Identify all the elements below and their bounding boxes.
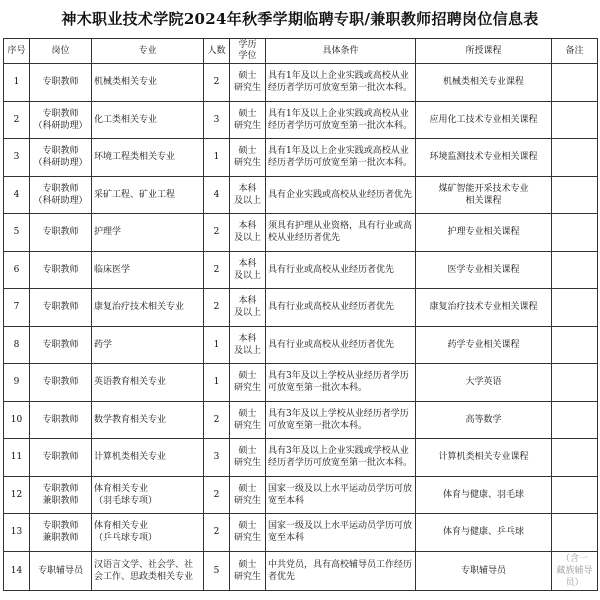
cell-count: 2 [204,251,230,289]
cell-degree: 硕士 研究生 [230,101,266,139]
cell-post: 专职教师 [30,326,92,364]
cell-course: 计算机类相关专业课程 [416,439,552,477]
table-row [4,476,598,514]
cell-conditions: 具有3年及以上企业实践或学校从业经历者学历可放宽至第一批次本科。 [266,439,416,477]
cell-index: 5 [4,214,30,252]
recruitment-table [3,38,598,591]
header-index: 序号 [4,39,30,64]
cell-post: 专职教师 [30,439,92,477]
cell-course: 专职辅导员 [416,551,552,590]
cell-post: 专职教师 [30,214,92,252]
cell-degree: 硕士 研究生 [230,364,266,402]
cell-note [552,64,598,102]
cell-post: 专职教师 （科研助理） [30,139,92,177]
header-notes: 备注 [552,39,598,64]
cell-course: 体育与健康、羽毛球 [416,476,552,514]
cell-degree: 本科 及以上 [230,326,266,364]
cell-count: 1 [204,139,230,177]
cell-count: 4 [204,176,230,214]
cell-index: 13 [4,514,30,552]
cell-index: 10 [4,401,30,439]
table-row [4,64,598,102]
cell-count: 2 [204,514,230,552]
cell-count: 3 [204,101,230,139]
cell-degree: 硕士 研究生 [230,514,266,552]
page-title: 神木职业技术学院2024年秋季学期临聘专职/兼职教师招聘岗位信息表 [61,10,539,28]
cell-course: 体育与健康、乒乓球 [416,514,552,552]
table-body [4,64,598,591]
cell-course: 康复治疗技术专业相关课程 [416,289,552,327]
cell-degree: 硕士 研究生 [230,401,266,439]
cell-degree: 硕士 研究生 [230,439,266,477]
header-courses: 所授课程 [416,39,552,64]
cell-course: 大学英语 [416,364,552,402]
cell-index: 7 [4,289,30,327]
cell-course: 高等数学 [416,401,552,439]
table-row [4,514,598,552]
cell-index: 1 [4,64,30,102]
cell-conditions: 中共党员，具有高校辅导员工作经历者优先 [266,551,416,590]
cell-note: （含一 藏族辅导 员） [552,551,598,590]
cell-conditions: 具有3年及以上学校从业经历者学历可放宽至第一批次本科。 [266,401,416,439]
cell-note [552,251,598,289]
table-row [4,326,598,364]
cell-post: 专职教师 [30,251,92,289]
cell-conditions: 国家一级及以上水平运动员学历可放宽至本科 [266,476,416,514]
cell-index: 2 [4,101,30,139]
cell-post: 专职教师 [30,401,92,439]
header-conditions: 具体条件 [266,39,416,64]
cell-major: 数学教育相关专业 [92,401,204,439]
table-row [4,214,598,252]
cell-count: 5 [204,551,230,590]
cell-major: 药学 [92,326,204,364]
table-row [4,401,598,439]
cell-post: 专职辅导员 [30,551,92,590]
cell-note [552,289,598,327]
header-post: 岗位 [30,39,92,64]
cell-note [552,326,598,364]
cell-conditions: 须具有护理从业资格，具有行业或高校从业经历者优先 [266,214,416,252]
cell-index: 11 [4,439,30,477]
cell-index: 9 [4,364,30,402]
cell-post: 专职教师 （科研助理） [30,176,92,214]
cell-count: 2 [204,289,230,327]
header-count: 人数 [204,39,230,64]
cell-degree: 本科 及以上 [230,289,266,327]
cell-note [552,364,598,402]
table-row [4,139,598,177]
cell-major: 临床医学 [92,251,204,289]
cell-course: 护理专业相关课程 [416,214,552,252]
cell-post: 专职教师 兼职教师 [30,514,92,552]
table-header-row [4,39,598,64]
table-row [4,176,598,214]
cell-major: 英语教育相关专业 [92,364,204,402]
table-row [4,364,598,402]
cell-note [552,139,598,177]
cell-conditions: 具有1年及以上企业实践或高校从业经历者学历可放宽至第一批次本科。 [266,101,416,139]
cell-count: 2 [204,401,230,439]
cell-course: 环境监测技术专业相关课程 [416,139,552,177]
cell-conditions: 具有行业或高校从业经历者优先 [266,326,416,364]
cell-post: 专职教师 兼职教师 [30,476,92,514]
cell-count: 1 [204,364,230,402]
cell-conditions: 具有企业实践或高校从业经历者优先 [266,176,416,214]
cell-count: 2 [204,64,230,102]
cell-index: 8 [4,326,30,364]
cell-degree: 硕士 研究生 [230,476,266,514]
table-row [4,251,598,289]
cell-count: 2 [204,476,230,514]
cell-index: 3 [4,139,30,177]
table-row [4,289,598,327]
cell-degree: 硕士 研究生 [230,139,266,177]
cell-major: 化工类相关专业 [92,101,204,139]
cell-major: 机械类相关专业 [92,64,204,102]
cell-index: 6 [4,251,30,289]
cell-conditions: 国家一级及以上水平运动员学历可放宽至本科 [266,514,416,552]
table-row [4,101,598,139]
cell-conditions: 具有1年及以上企业实践或高校从业经历者学历可放宽至第一批次本科。 [266,139,416,177]
header-degree: 学历 学位 [230,39,266,64]
table-row [4,551,598,590]
cell-index: 4 [4,176,30,214]
cell-count: 2 [204,214,230,252]
cell-major: 体育相关专业 （羽毛球专项） [92,476,204,514]
cell-major: 采矿工程、矿业工程 [92,176,204,214]
cell-major: 环境工程类相关专业 [92,139,204,177]
cell-degree: 硕士 研究生 [230,64,266,102]
cell-post: 专职教师 [30,64,92,102]
cell-post: 专职教师 [30,289,92,327]
cell-count: 1 [204,326,230,364]
header-major: 专业 [92,39,204,64]
cell-note [552,101,598,139]
cell-note [552,176,598,214]
table-row [4,439,598,477]
cell-index: 14 [4,551,30,590]
cell-note [552,439,598,477]
cell-conditions: 具有1年及以上企业实践或高校从业经历者学历可放宽至第一批次本科。 [266,64,416,102]
cell-course: 机械类相关专业课程 [416,64,552,102]
cell-course: 煤矿智能开采技术专业 相关课程 [416,176,552,214]
cell-post: 专职教师 （科研助理） [30,101,92,139]
cell-major: 护理学 [92,214,204,252]
cell-major: 康复治疗技术相关专业 [92,289,204,327]
cell-note [552,476,598,514]
cell-note [552,401,598,439]
cell-course: 药学专业相关课程 [416,326,552,364]
cell-degree: 本科 及以上 [230,251,266,289]
cell-post: 专职教师 [30,364,92,402]
cell-major: 体育相关专业 （乒乓球专项） [92,514,204,552]
cell-degree: 本科 及以上 [230,176,266,214]
cell-course: 应用化工技术专业相关课程 [416,101,552,139]
cell-degree: 硕士 研究生 [230,551,266,590]
cell-index: 12 [4,476,30,514]
cell-course: 医学专业相关课程 [416,251,552,289]
cell-count: 3 [204,439,230,477]
cell-conditions: 具有行业或高校从业经历者优先 [266,251,416,289]
cell-major: 汉语言文学、社会学、社会工作、思政类相关专业 [92,551,204,590]
cell-note [552,214,598,252]
cell-conditions: 具有3年及以上学校从业经历者学历可放宽至第一批次本科。 [266,364,416,402]
cell-major: 计算机类相关专业 [92,439,204,477]
cell-note [552,514,598,552]
cell-degree: 本科 及以上 [230,214,266,252]
cell-conditions: 具有行业或高校从业经历者优先 [266,289,416,327]
